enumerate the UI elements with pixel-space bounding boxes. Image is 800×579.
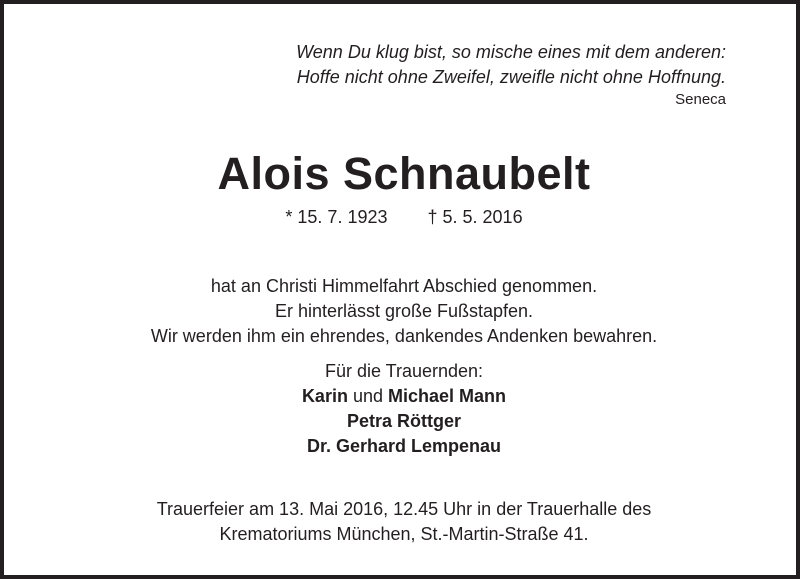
- funeral-service-info: [4, 497, 800, 547]
- message-line-3: Wir werden ihm ein ehrendes, dankendes Andenken bewahren.: [150, 326, 658, 346]
- epigraph-author: Seneca: [675, 91, 726, 108]
- epigraph-line-1: Wenn Du klug bist, so mische eines mit dem anderen:: [296, 42, 726, 62]
- deceased-name: Alois Schnaubelt: [217, 148, 591, 199]
- life-dates: [4, 207, 800, 228]
- mourner-name: Karin: [301, 386, 348, 406]
- mourner-conjunction: und: [352, 386, 384, 406]
- message-line-2: Er hinterlässt große Fußstapfen.: [274, 301, 534, 321]
- mourner-row-1: [4, 384, 800, 409]
- birth-date: * 15. 7. 1923: [285, 207, 388, 227]
- mourner-name: Dr. Gerhard Lempenau: [306, 436, 502, 456]
- epigraph: [166, 40, 726, 110]
- death-date: † 5. 5. 2016: [427, 207, 523, 227]
- mourners-label: Für die Trauernden:: [324, 361, 484, 381]
- message-line-1: hat an Christi Himmelfahrt Abschied genommen.: [210, 276, 598, 296]
- mourner-row-3: [4, 434, 800, 459]
- mourner-row-2: [4, 409, 800, 434]
- farewell-message: [4, 274, 800, 349]
- mourners-list: [4, 384, 800, 459]
- mourner-name: Michael Mann: [388, 386, 507, 406]
- epigraph-line-2: Hoffe nicht ohne Zweifel, zweifle nicht ohne Hoffnung.: [296, 67, 726, 87]
- service-line-1: Trauerfeier am 13. Mai 2016, 12.45 Uhr in der Trauerhalle des: [156, 499, 652, 519]
- service-line-2: Krematoriums München, St.-Martin-Straße 41.: [219, 524, 589, 544]
- mourner-name: Petra Röttger: [346, 411, 462, 431]
